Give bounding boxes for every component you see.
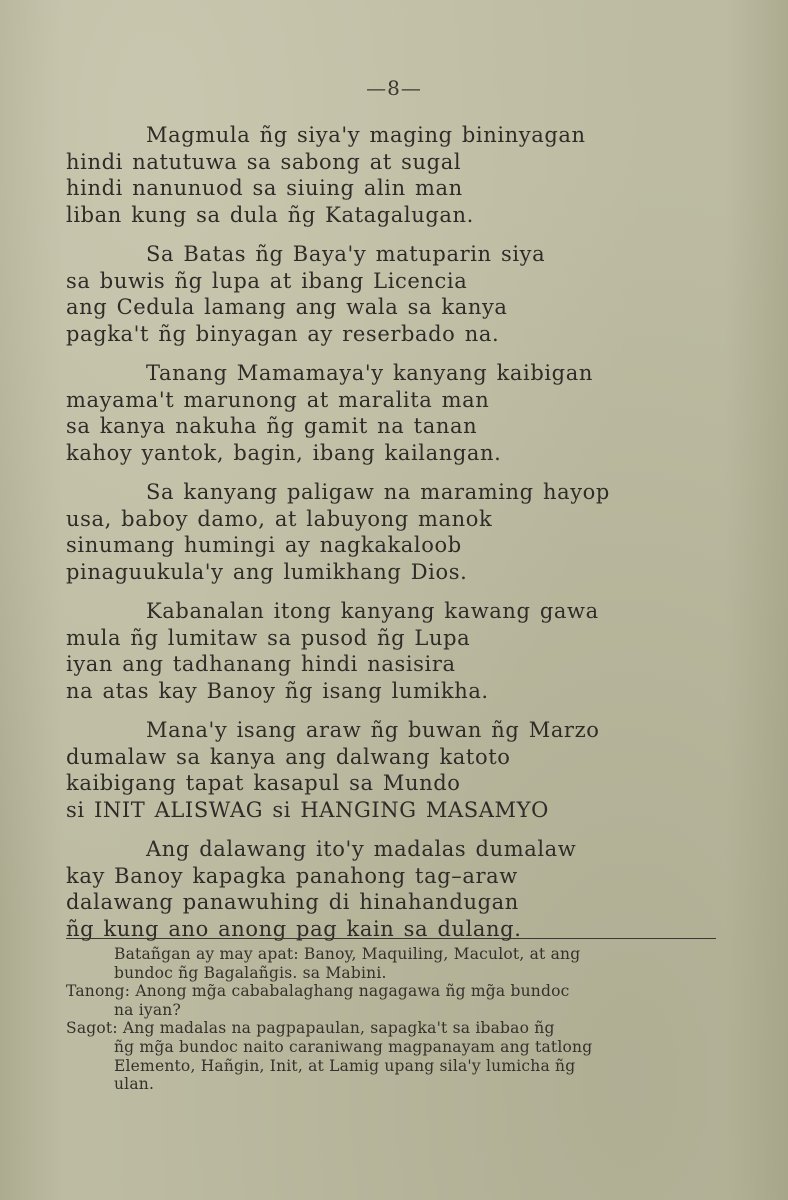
poem: [66, 122, 666, 955]
poem-line: ang Cedula lamang ang wala sa kanya: [66, 295, 508, 319]
poem-line: usa, baboy damo, at labuyong manok: [66, 506, 493, 531]
poem-line: sa buwis ñg lupa at ibang Licencia: [66, 268, 468, 293]
poem-line: sinumang humingi ay nagkakaloob: [66, 533, 462, 557]
stanza-5: [66, 598, 666, 704]
poem-line: hindi nanunuod sa siuing alin man: [66, 176, 463, 200]
footnote-line: bundoc ñg Bagalañgis. sa Mabini.: [114, 963, 387, 982]
poem-line: mula ñg lumitaw sa pusod ñg Lupa: [66, 625, 471, 650]
footnote-line: Sagot: Ang madalas na pagpapaulan, sapagka't sa ibabao ñg: [66, 1019, 555, 1038]
poem-line: na atas kay Banoy ñg isang lumikha.: [66, 678, 489, 703]
stanza-7: [66, 836, 666, 942]
page-number: —8—: [366, 76, 422, 100]
poem-line: Tanang Mamamaya'y kanyang kaibigan: [146, 361, 593, 385]
poem-line: si INIT ALISWAG si HANGING MASAMYO: [66, 797, 549, 822]
poem-line: pinaguukula'y ang lumikhang Dios.: [66, 559, 468, 584]
footnote-3: [66, 1019, 726, 1093]
poem-line: kay Banoy kapagka panahong tag–araw: [66, 863, 518, 888]
poem-line: iyan ang tadhanang hindi nasisira: [66, 652, 456, 676]
poem-line: sa kanya nakuha ñg gamit na tanan: [66, 414, 478, 438]
poem-line: pagka't ñg binyagan ay reserbado na.: [66, 321, 500, 346]
footnote-line: Tanong: Anong mg̃a cababalaghang nagagawa ñg mg̃a bundoc: [66, 982, 570, 1001]
poem-line: mayama't marunong at maralita man: [66, 387, 490, 412]
poem-line: hindi natutuwa sa sabong at sugal: [66, 149, 462, 174]
footnote-line: ulan.: [114, 1075, 155, 1094]
footnote-line: ñg mg̃a bundoc naito caraniwang magpanayam ang tatlong: [114, 1037, 593, 1056]
poem-line: Ang dalawang ito'y madalas dumalaw: [146, 837, 577, 861]
footnotes: [66, 945, 726, 1094]
footnote-line: Elemento, Hañgin, Init, at Lamig upang sila'y lumicha ñg: [114, 1056, 576, 1075]
poem-line: ñg kung ano anong pag kain sa dulang.: [66, 916, 522, 941]
poem-line: Mana'y isang araw ñg buwan ñg Marzo: [146, 718, 600, 742]
poem-line: kaibigang tapat kasapul sa Mundo: [66, 771, 461, 795]
stanza-3: [66, 360, 666, 466]
poem-line: Sa kanyang paligaw na maraming hayop: [146, 480, 610, 504]
stanza-1: [66, 122, 666, 228]
poem-line: Magmula ñg siya'y maging bininyagan: [146, 123, 586, 147]
poem-line: kahoy yantok, bagin, ibang kailangan.: [66, 440, 502, 465]
poem-line: liban kung sa dula ñg Katagalugan.: [66, 202, 474, 227]
stanza-6: [66, 717, 666, 823]
stanza-4: [66, 479, 666, 585]
poem-line: dumalaw sa kanya ang dalwang katoto: [66, 744, 511, 769]
stanza-2: [66, 241, 666, 347]
footnote-1: [66, 945, 726, 982]
footnote-line: Batañgan ay may apat: Banoy, Maquiling, Maculot, at ang: [114, 945, 581, 963]
footnote-divider: [66, 938, 716, 939]
footnote-line: na iyan?: [114, 1000, 181, 1019]
poem-line: dalawang panawuhing di hinahandugan: [66, 890, 519, 914]
poem-line: Sa Batas ñg Baya'y matuparin siya: [146, 242, 546, 266]
poem-line: Kabanalan itong kanyang kawang gawa: [146, 599, 599, 623]
footnote-2: [66, 982, 726, 1019]
